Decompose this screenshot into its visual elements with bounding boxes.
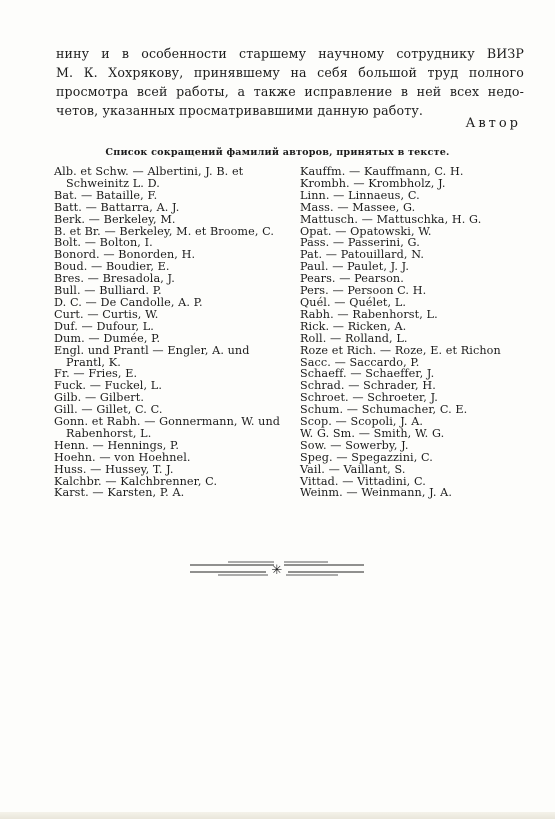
intro-paragraph: [56, 44, 524, 120]
author-signature: Автор: [465, 116, 521, 131]
abbreviation-entry: Karst. — Karsten, P. A.: [54, 486, 185, 500]
abbreviation-entry: D. C. — De Candolle, A. P.: [54, 295, 203, 309]
abbreviation-entry: Huss. — Hussey, T. J.: [54, 462, 174, 476]
abbreviation-entry: Kauffm. — Kauffmann, C. H.: [300, 165, 464, 178]
abbreviation-entry: Roll. — Rolland, L.: [300, 331, 408, 345]
abbreviation-entry: B. et Br. — Berkeley, M. et Broome, C.: [54, 224, 275, 238]
abbreviation-entry: Mattusch. — Mattuschka, H. G.: [300, 212, 482, 226]
abbreviation-column-right: [300, 166, 540, 499]
abbreviation-entry: Pers. — Persoon C. H.: [300, 284, 427, 298]
abbreviation-entry: Pears. — Pearson.: [300, 272, 404, 286]
abbreviation-entry: Bat. — Bataille, F.: [54, 188, 158, 202]
abbreviation-entry: Rick. — Ricken, A.: [300, 319, 407, 333]
abbreviation-entry: Hoehn. — von Hoehnel.: [54, 450, 191, 464]
page-bottom-edge: [0, 812, 555, 819]
abbreviation-entry: Schaeff. — Schaeffer, J.: [300, 367, 435, 381]
abbreviation-entry: Gill. — Gillet, C. C.: [54, 403, 163, 417]
abbreviation-entry: Weinm. — Weinmann, J. A.: [300, 486, 453, 500]
abbreviation-entry: Quél. — Quélet, L.: [300, 295, 407, 309]
abbreviation-entry: Batt. — Battarra, A. J.: [54, 200, 180, 214]
abbreviation-entry: Pat. — Patouillard, N.: [300, 248, 425, 262]
abbreviation-entry: Bonord. — Bonorden, H.: [54, 248, 196, 262]
abbreviation-entry: Fuck. — Fuckel, L.: [54, 379, 162, 393]
abbreviation-entry: Pass. — Passerini, G.: [300, 236, 420, 250]
intro-line-last: четов, указанных просматривавшими данную работу.: [56, 103, 424, 118]
abbreviation-entry: W. G. Sm. — Smith, W. G.: [300, 426, 445, 440]
abbreviation-entry: Berk. — Berkeley, M.: [54, 212, 176, 226]
abbreviation-entry: Speg. — Spegazzini, C.: [300, 450, 433, 464]
abbreviation-entry: Dum. — Dumée, P.: [54, 331, 161, 345]
abbreviation-entry: Linn. — Linnaeus, C.: [300, 188, 420, 202]
abbreviation-entry: Scop. — Scopoli, J. A.: [300, 415, 424, 429]
abbreviation-column-left: [54, 166, 290, 499]
abbreviation-entry: Duf. — Dufour, L.: [54, 319, 154, 333]
abbreviation-entry: Rabh. — Rabenhorst, L.: [300, 307, 438, 321]
abbreviation-entry: Curt. — Curtis, W.: [54, 307, 159, 321]
abbreviation-entry: Gonn. et Rabh. — Gonnermann, W. und Rabenhorst, L.: [54, 415, 281, 440]
abbreviation-entry: Henn. — Hennings, P.: [54, 438, 180, 452]
abbreviation-entry: Bres. — Bresadola, J.: [54, 272, 175, 286]
abbreviation-entry: Paul. — Paulet, J. J.: [300, 260, 410, 274]
abbreviation-entry: Gilb. — Gilbert.: [54, 391, 144, 405]
ornament-divider: [188, 558, 366, 582]
abbreviation-entry: Fr. — Fries, E.: [54, 367, 138, 381]
abbreviation-entry: Boud. — Boudier, E.: [54, 260, 170, 274]
abbreviation-entry: Kalchbr. — Kalchbrenner, C.: [54, 474, 218, 488]
abbreviation-entry: Sacc. — Saccardo, P.: [300, 355, 420, 369]
abbreviation-entry: Bull. — Bulliard. P.: [54, 284, 162, 298]
abbreviation-entry: Krombh. — Krombholz, J.: [300, 176, 446, 190]
abbreviation-entry: Engl. und Prantl — Engler, A. und Prantl, K.: [54, 343, 250, 369]
intro-line: просмотра всей работы, а также исправление в ней всех недо-: [56, 84, 524, 99]
abbreviation-entry: Alb. et Schw. — Albertini, J. B. et Schweinitz L. D.: [54, 165, 244, 190]
abbreviation-list-title: Список сокращений фамилий авторов, принятых в тексте.: [105, 147, 450, 158]
asterisk-ornament-icon: ✳: [271, 563, 283, 578]
intro-line: М. К. Хохрякову, принявшему на себя большой труд полного: [56, 65, 524, 80]
abbreviation-entry: Vail. — Vaillant, S.: [300, 462, 406, 476]
abbreviation-entry: Schrad. — Schrader, H.: [300, 379, 436, 393]
abbreviation-entry: Sow. — Sowerby, J.: [300, 438, 409, 452]
abbreviation-entry: Opat. — Opatowski, W.: [300, 224, 432, 238]
abbreviation-entry: Vittad. — Vittadini, C.: [300, 474, 426, 488]
abbreviation-entry: Mass. — Massee, G.: [300, 200, 416, 214]
abbreviation-entry: Schum. — Schumacher, C. E.: [300, 403, 468, 417]
abbreviation-entry: Bolt. — Bolton, I.: [54, 236, 153, 250]
intro-line: нину и в особенности старшему научному сотруднику ВИЗР: [56, 46, 524, 61]
abbreviation-entry: Roze et Rich. — Roze, E. et Richon: [300, 343, 501, 357]
abbreviation-entry: Schroet. — Schroeter, J.: [300, 391, 438, 405]
